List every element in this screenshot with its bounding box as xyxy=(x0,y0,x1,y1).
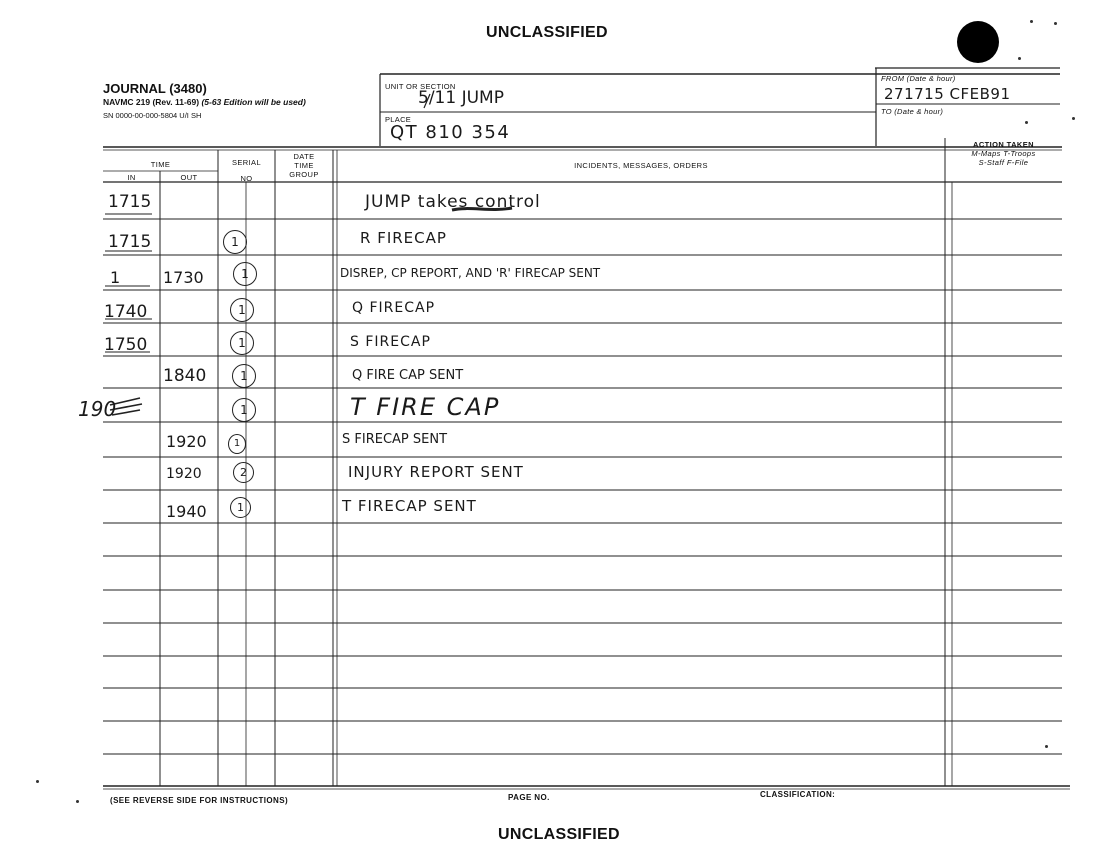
entry-serial: 1 xyxy=(223,230,247,254)
entry-message: R FIRECAP xyxy=(360,229,447,247)
entry-message: JUMP takes control xyxy=(365,192,541,212)
action-key-2: S-Staff F-File xyxy=(978,158,1029,167)
footer-page-no: PAGE NO. xyxy=(508,793,550,802)
scan-speck xyxy=(1045,745,1048,748)
entry-serial: 1 xyxy=(233,262,257,286)
scan-speck xyxy=(1054,22,1057,25)
footer-instructions: (SEE REVERSE SIDE FOR INSTRUCTIONS) xyxy=(110,796,289,805)
entry-out: 1940 xyxy=(166,502,207,521)
entry-in: 190 xyxy=(78,397,117,421)
scan-speck xyxy=(1018,57,1021,60)
date-header: DATE xyxy=(293,152,315,161)
form-number-suffix: (5-63 Edition will be used) xyxy=(201,97,306,107)
place-label: PLACE xyxy=(385,115,412,124)
stock-number: SN 0000-00-000-5804 U/I SH xyxy=(103,111,202,120)
serial-header: SERIAL xyxy=(231,158,262,167)
time-header: TIME xyxy=(150,160,171,169)
entry-in: 1 xyxy=(110,268,121,287)
entry-message: T FIRECAP SENT xyxy=(342,497,477,515)
entry-in: 1740 xyxy=(104,302,148,322)
entry-out: 1730 xyxy=(163,268,204,287)
action-taken-header: ACTION TAKEN xyxy=(973,140,1034,149)
unit-value: 5/11 JUMP xyxy=(418,88,504,108)
entry-serial: 2 xyxy=(233,462,254,483)
entry-serial: 1 xyxy=(230,497,251,518)
scan-speck xyxy=(1030,20,1033,23)
unit-label: UNIT OR SECTION xyxy=(385,82,456,91)
from-label: FROM (Date & hour) xyxy=(881,74,956,83)
serial-no-header: NO xyxy=(240,174,253,183)
entry-out: 1920 xyxy=(166,432,207,451)
form-title: JOURNAL (3480) xyxy=(103,81,207,96)
entry-message: T FIRE CAP xyxy=(350,393,501,421)
entry-serial: 1 xyxy=(232,364,256,388)
date-group-header: GROUP xyxy=(289,170,319,179)
scan-speck xyxy=(1025,121,1028,124)
messages-header: INCIDENTS, MESSAGES, ORDERS xyxy=(574,161,708,170)
entry-message: S FIRECAP SENT xyxy=(342,432,448,447)
scan-speck xyxy=(36,780,39,783)
entry-in: 1715 xyxy=(108,192,152,212)
entry-out: 1840 xyxy=(163,366,207,386)
entry-out: 1920 xyxy=(166,466,202,482)
entry-message: S FIRECAP xyxy=(350,334,431,350)
place-value: QT 810 354 xyxy=(390,122,511,143)
date-time-header: TIME xyxy=(294,161,314,170)
entry-in: 1715 xyxy=(108,232,152,252)
entry-serial: 1 xyxy=(230,298,254,322)
entry-in: 1750 xyxy=(104,335,148,355)
entry-serial: 1 xyxy=(230,331,254,355)
entry-message: INJURY REPORT SENT xyxy=(348,463,524,481)
entry-message: DISREP, CP REPORT, AND 'R' FIRECAP SENT xyxy=(340,266,601,280)
classification-top: UNCLASSIFIED xyxy=(486,24,608,41)
entry-serial: 1 xyxy=(232,398,256,422)
entry-message: Q FIRE CAP SENT xyxy=(352,368,464,383)
from-value: 271715 CFEB91 xyxy=(884,85,1011,103)
scan-speck xyxy=(1072,117,1075,120)
footer-classification: CLASSIFICATION: xyxy=(760,790,836,799)
entry-message: Q FIRECAP xyxy=(352,300,436,316)
out-header: OUT xyxy=(180,173,198,182)
entry-serial: 1 xyxy=(228,434,246,454)
action-key-1: M-Maps T-Troops xyxy=(971,149,1036,158)
to-label: TO (Date & hour) xyxy=(881,107,944,116)
form-number-prefix: NAVMC 219 (Rev. 11-69) xyxy=(103,97,200,107)
in-header: IN xyxy=(127,173,136,182)
scan-speck xyxy=(76,800,79,803)
classification-bottom: UNCLASSIFIED xyxy=(498,826,620,843)
